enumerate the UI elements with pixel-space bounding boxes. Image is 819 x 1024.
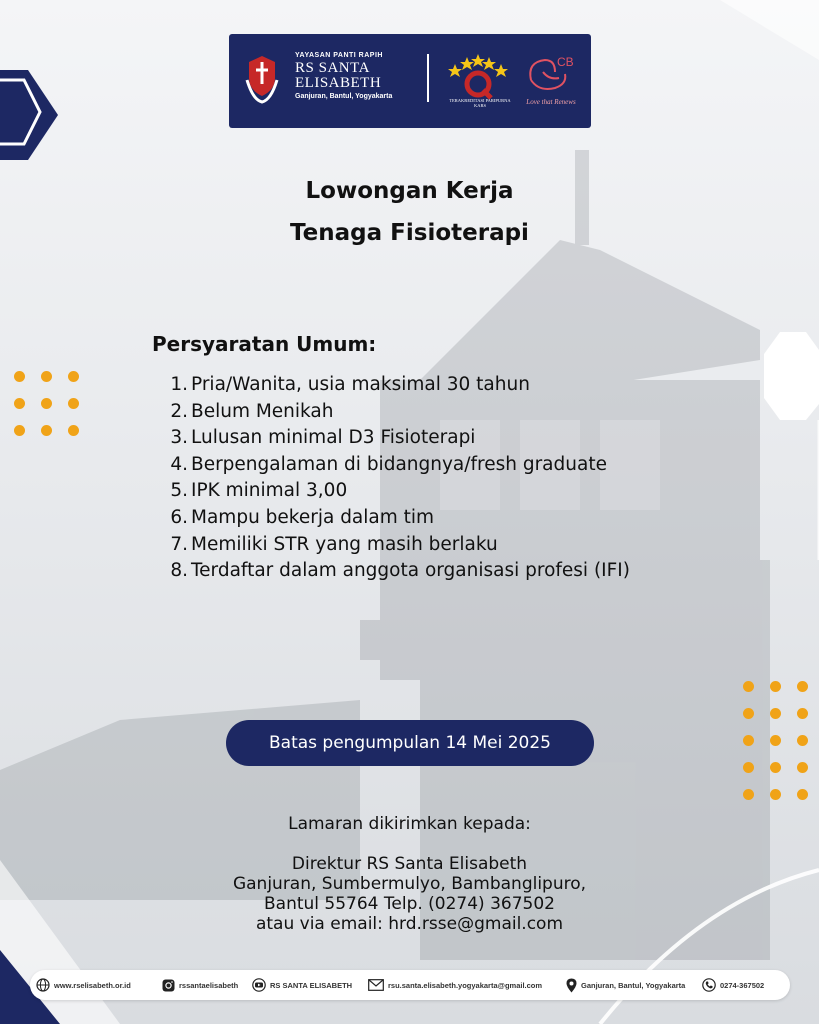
list-item-text: Memiliki STR yang masih berlaku [191, 533, 498, 555]
list-item-number: 4. [170, 453, 188, 475]
address-text: Ganjuran, Bantul, Yogyakarta [581, 980, 686, 990]
address-line: Ganjuran, Sumbermulyo, Bambanglipuro, [232, 874, 587, 894]
header-banner [229, 34, 591, 128]
instagram-text: rssantaelisabeth [179, 980, 239, 990]
email-text: rsu.santa.elisabeth.yogyakarta@gmail.com [388, 980, 543, 990]
hospital-name-line2: ELISABETH [295, 75, 382, 91]
footer-youtube[interactable] [252, 970, 352, 1000]
list-item-text: Terdaftar dalam anggota organisasi profesi (IFI) [191, 560, 630, 582]
envelope-icon [368, 979, 384, 991]
contact-footer [30, 970, 790, 1000]
youtube-text: RS SANTA ELISABETH [270, 980, 353, 990]
location-pin-icon [566, 978, 577, 993]
list-item [166, 425, 630, 452]
list-item-text: Berpengalaman di bidangnya/fresh graduate [191, 453, 607, 475]
page-title-line1: Lowongan Kerja [305, 178, 514, 204]
application-intro: Lamaran dikirimkan kepada: [288, 814, 531, 834]
list-item-text: Pria/Wanita, usia maksimal 30 tahun [191, 374, 530, 395]
hospital-name-line1: RS SANTA [295, 60, 370, 76]
banner-divider [427, 54, 429, 102]
foundation-name: YAYASAN PANTI RAPIH [295, 52, 383, 59]
deadline-badge: Batas pengumpulan 14 Mei 2025 [226, 720, 594, 766]
footer-instagram[interactable] [162, 970, 238, 1000]
list-item-number: 7. [170, 533, 188, 555]
footer-address [566, 970, 685, 1000]
address-line: Direktur RS Santa Elisabeth [291, 854, 528, 874]
list-item-text: Lulusan minimal D3 Fisioterapi [191, 427, 476, 449]
list-item-number: 3. [170, 427, 188, 449]
list-item-text: Mampu bekerja dalam tim [191, 506, 435, 528]
phone-icon [702, 978, 716, 992]
requirements-heading: Persyaratan Umum: [152, 332, 377, 356]
footer-email[interactable] [368, 970, 542, 1000]
list-item [166, 372, 630, 399]
requirements-list [166, 372, 630, 585]
phone-text: 0274-367502 [720, 980, 765, 990]
website-text: www.rselisabeth.or.id [54, 980, 131, 990]
youtube-icon [252, 978, 266, 992]
hospital-logo-icon [245, 54, 279, 104]
address-line: atau via email: hrd.rsse@gmail.com [255, 914, 564, 934]
globe-icon [36, 978, 50, 992]
list-item [166, 399, 630, 426]
decorative-dots-left [14, 371, 86, 437]
footer-phone[interactable] [702, 970, 764, 1000]
instagram-icon [162, 979, 175, 992]
accreditation-text: TERAKREDITASI PARIPURNA KARS [449, 98, 511, 108]
decorative-dots-right [743, 681, 815, 805]
list-item-number: 8. [170, 560, 188, 582]
list-item [166, 558, 630, 585]
list-item [166, 452, 630, 479]
list-item-text: IPK minimal 3,00 [191, 480, 348, 502]
application-address [0, 854, 819, 934]
list-item-number: 5. [170, 480, 188, 502]
hospital-location: Ganjuran, Bantul, Yogyakarta [295, 93, 393, 100]
hospital-name [295, 61, 405, 91]
page-title-line2: Tenaga Fisioterapi [290, 220, 529, 246]
list-item [166, 478, 630, 505]
list-item-number: 6. [170, 506, 188, 528]
cb-tagline: Love that Renews [526, 98, 576, 106]
list-item [166, 505, 630, 532]
list-item-number: 2. [170, 400, 188, 422]
list-item-number: 1. [170, 374, 188, 395]
list-item-text: Belum Menikah [191, 400, 334, 422]
cb-logo-letters: CB [557, 55, 574, 69]
footer-website[interactable] [36, 970, 131, 1000]
address-line: Bantul 55764 Telp. (0274) 367502 [263, 894, 555, 914]
list-item [166, 532, 630, 559]
